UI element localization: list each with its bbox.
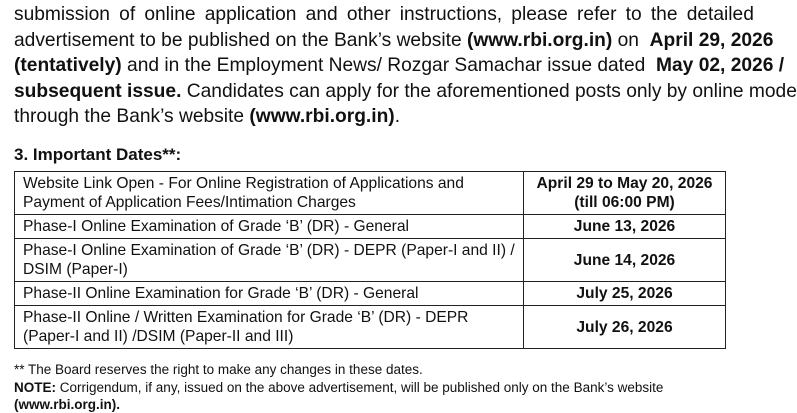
paragraph-word: refer <box>577 4 617 25</box>
date-cell <box>524 172 726 215</box>
paragraph-word: and <box>305 4 338 25</box>
date-cell: July 25, 2026 <box>524 282 726 306</box>
paragraph-word: instructions, <box>399 4 503 25</box>
note-text: Corrigendum, if any, issued on the above advertisement, will be published only on the Bank’s website <box>59 380 664 395</box>
date-cell: June 14, 2026 <box>524 239 726 282</box>
paragraph-word: application <box>204 4 297 25</box>
table-row <box>15 215 726 239</box>
note-url: (www.rbi.org.in). <box>14 397 120 412</box>
subsequent-issue-text: subsequent issue. <box>14 80 182 102</box>
paragraph-line-5-end: . <box>394 106 401 128</box>
tentatively-text: (tentatively) <box>14 55 122 77</box>
board-footnote: ** The Board reserves the right to make any changes in these dates. <box>14 362 423 377</box>
paragraph-word: the <box>650 4 678 25</box>
corrigendum-note <box>14 379 714 413</box>
table-row <box>15 306 726 349</box>
note-label: NOTE: <box>14 380 56 395</box>
paragraph-word: online <box>144 4 196 25</box>
paragraph-line-3 <box>14 53 785 79</box>
date-cell: June 13, 2026 <box>524 215 726 239</box>
paragraph-line-5-text: through the Bank’s website <box>14 106 245 128</box>
event-cell: Phase-I Online Examination of Grade ‘B’ (DR) - General <box>15 215 524 239</box>
paragraph-word: other <box>346 4 391 25</box>
paragraph-line-1 <box>14 2 754 28</box>
paragraph-word: of <box>119 4 136 25</box>
advertisement-date: April 29, 2026 <box>649 29 774 51</box>
date-text: April 29 to May 20, 2026 <box>536 175 713 192</box>
paragraph-line-3-text: and in the Employment News/ Rozgar Samachar issue dated <box>127 55 646 77</box>
event-cell: Phase-I Online Examination of Grade ‘B’ (DR) - DEPR (Paper-I and II) / DSIM (Paper-I) <box>15 239 524 282</box>
table-row <box>15 172 726 215</box>
paragraph-line-2 <box>14 28 774 54</box>
paragraph-line-4 <box>14 79 797 105</box>
table-row <box>15 282 726 306</box>
date-cell: July 26, 2026 <box>524 306 726 349</box>
paragraph-word: please <box>511 4 568 25</box>
instructions-paragraph <box>14 2 797 130</box>
paragraph-line-4-text: Candidates can apply for the aforementioned posts only by online mode <box>186 80 797 102</box>
paragraph-line-5 <box>14 104 754 130</box>
event-cell: Phase-II Online Examination for Grade ‘B’ (DR) - General <box>15 282 524 306</box>
bank-website-url: (www.rbi.org.in) <box>466 29 613 51</box>
date-subtext: (till 06:00 PM) <box>574 194 675 211</box>
important-dates-table <box>14 171 726 349</box>
paragraph-word: detailed <box>686 4 754 25</box>
paragraph-word: to <box>625 4 642 25</box>
employment-news-date: May 02, 2026 / <box>656 55 785 77</box>
event-cell: Website Link Open - For Online Registration of Applications and Payment of Application Fees/Intimation Charges <box>15 172 524 215</box>
paragraph-line-2-text: advertisement to be published on the Bank’s website <box>14 29 462 51</box>
table-row <box>15 239 726 282</box>
important-dates-heading: 3. Important Dates**: <box>14 145 182 164</box>
paragraph-word: submission <box>14 4 110 25</box>
event-cell: Phase-II Online / Written Examination for Grade ‘B’ (DR) - DEPR (Paper-I and II) /DSIM (Paper-II and III) <box>15 306 524 349</box>
paragraph-on-text: on <box>617 29 639 51</box>
bank-website-url-2: (www.rbi.org.in) <box>249 106 395 128</box>
